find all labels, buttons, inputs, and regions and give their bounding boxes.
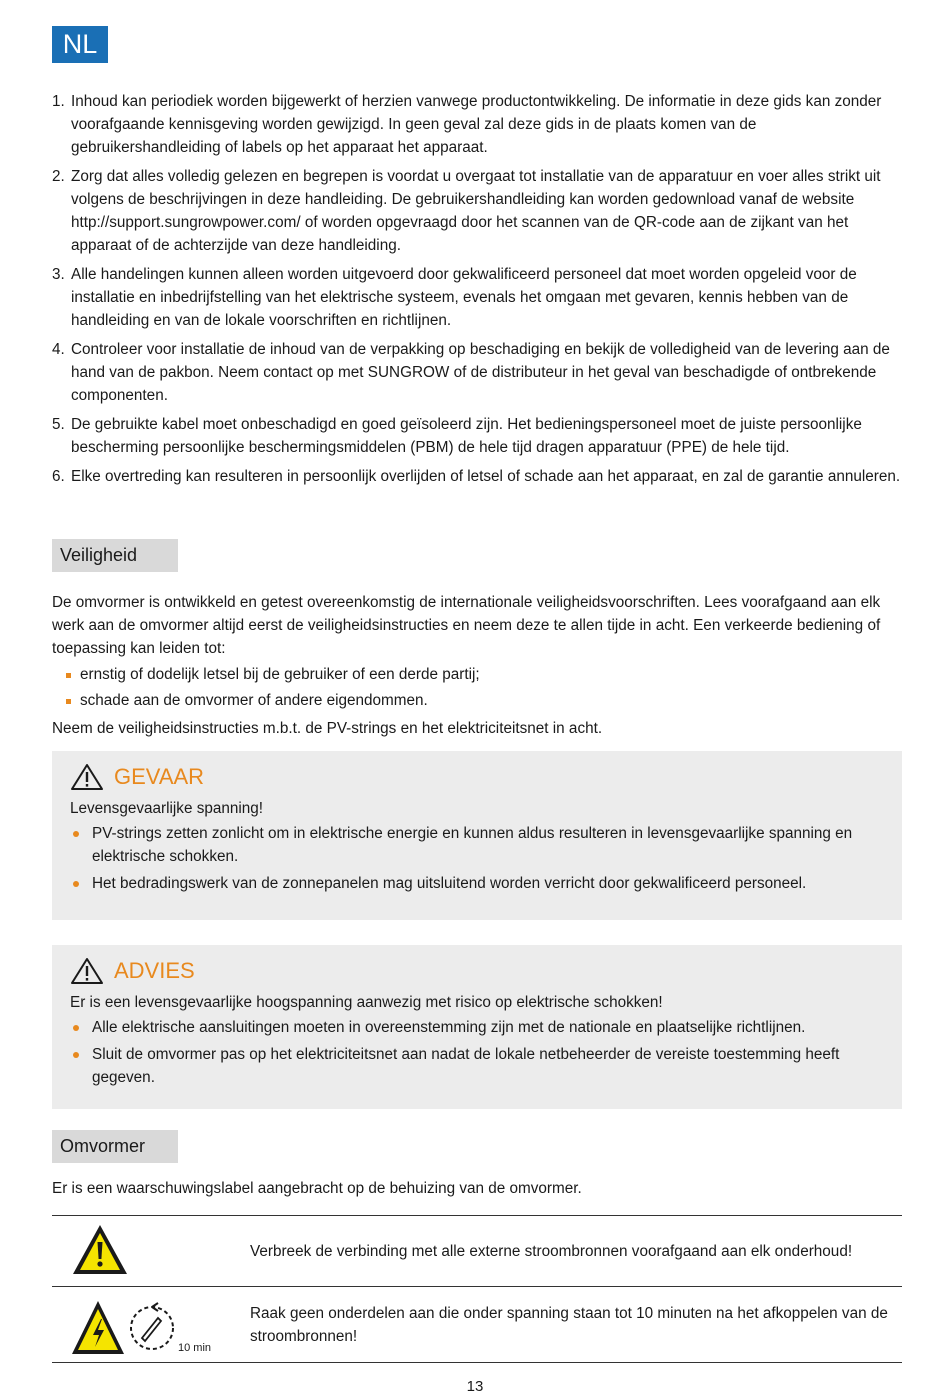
label-symbol xyxy=(52,1290,250,1360)
bullet-text: PV-strings zetten zonlicht om in elektrische energie en kunnen aldus resulteren in levensgevaarlijke spanning en elektrische schokken. xyxy=(92,825,853,865)
warning-triangle-icon xyxy=(70,763,104,791)
danger-notice xyxy=(52,751,902,920)
general-warning-icon xyxy=(70,1222,130,1278)
bullet-text: Sluit de omvormer pas op het elektriciteitsnet aan nadat de lokale netbeheerder de vereiste toestemming heeft gegeven. xyxy=(92,1046,840,1086)
list-item xyxy=(70,822,884,868)
label-text: Raak geen onderdelen aan die onder spanning staan tot 10 minuten na het afkoppelen van de stroombronnen! xyxy=(250,1304,888,1345)
table-row xyxy=(52,1287,902,1363)
language-badge: NL xyxy=(52,26,108,63)
square-bullet-icon xyxy=(66,673,71,678)
notice-title: GEVAAR xyxy=(114,764,205,789)
bullet-dot-icon xyxy=(73,1025,79,1031)
list-item xyxy=(64,662,894,688)
warning-triangle-icon xyxy=(70,957,104,985)
list-item xyxy=(70,872,884,895)
notice-title: ADVIES xyxy=(114,958,195,983)
label-symbol xyxy=(52,1216,250,1286)
inverter-paragraph: Er is een waarschuwingslabel aangebracht op de behuizing van de omvormer. xyxy=(52,1180,582,1197)
notice-intro: Levensgevaarlijke spanning! xyxy=(70,800,264,817)
bullet-text: Het bedradingswerk van de zonnepanelen mag uitsluitend worden verricht door gekwalificeerd personeel. xyxy=(92,875,807,892)
list-item xyxy=(70,1043,884,1089)
list-text: Alle handelingen kunnen alleen worden uitgevoerd door gekwalificeerd personeel dat moet worden opgeleid voor de installatie en inbedrijfstelling van het elektrische systeem, evenals het omgaan met gevaren, kennis hebben van de handleiding en van de lokale voorschriften en richtlijnen. xyxy=(71,266,857,329)
list-item xyxy=(52,90,902,159)
safety-bullets xyxy=(64,662,894,714)
advice-notice xyxy=(52,945,902,1109)
list-item xyxy=(52,465,902,488)
list-text: Inhoud kan periodiek worden bijgewerkt of herzien vanwege productontwikkeling. De informatie in deze gids kan zonder voorafgaande kennisgeving worden gewijzigd. In geen geval zal deze gids in de plaats komen van de gebruikershandleiding of labels op het apparaat het apparaat. xyxy=(71,93,882,156)
bullet-text: Alle elektrische aansluitingen moeten in overeenstemming zijn met de nationale en plaatselijke richtlijnen. xyxy=(92,1019,806,1036)
list-number: 3. xyxy=(52,266,65,283)
list-item xyxy=(52,413,902,459)
list-number: 6. xyxy=(52,468,65,485)
table-row xyxy=(52,1216,902,1287)
bullet-text: schade aan de omvormer of andere eigendommen. xyxy=(80,692,428,709)
high-voltage-icon xyxy=(70,1298,126,1358)
list-item xyxy=(52,165,902,257)
list-item xyxy=(52,338,902,407)
bullet-text: ernstig of dodelijk letsel bij de gebruiker of een derde partij; xyxy=(80,666,480,683)
notice-intro: Er is een levensgevaarlijke hoogspanning aanwezig met risico op elektrische schokken! xyxy=(70,994,663,1011)
timer-icon xyxy=(128,1294,180,1354)
section-heading-inverter: Omvormer xyxy=(52,1130,178,1163)
list-text: Controleer voor installatie de inhoud van de verpakking op beschadiging en bekijk de volledigheid van de levering aan de hand van de pakbon. Neem contact op met SUNGROW of de distributeur in het geval van beschadigde of ontbrekende componenten. xyxy=(71,341,890,404)
safety-paragraph: De omvormer is ontwikkeld en getest overeenkomstig de internationale veiligheidsvoorschriften. Lees voorafgaand aan elk werk aan de omvormer altijd eerst de veiligheidsinstructies en neem deze te allen tijde in acht. Een verkeerde bediening of toepassing kan leiden tot: xyxy=(52,594,881,657)
notice-list xyxy=(70,822,884,895)
list-text: Elke overtreding kan resulteren in persoonlijk overlijden of letsel of schade aan het apparaat, en zal de garantie annuleren. xyxy=(71,468,901,485)
bullet-dot-icon xyxy=(73,1052,79,1058)
list-item xyxy=(64,688,894,714)
list-item xyxy=(52,263,902,332)
list-number: 5. xyxy=(52,416,65,433)
safety-note: Neem de veiligheidsinstructies m.b.t. de PV-strings en het elektriciteitsnet in acht. xyxy=(52,720,603,737)
list-number: 1. xyxy=(52,93,65,110)
section-heading-safety: Veiligheid xyxy=(52,539,178,572)
notice-list xyxy=(70,1016,884,1089)
list-item xyxy=(70,1016,884,1039)
list-number: 2. xyxy=(52,168,65,185)
bullet-dot-icon xyxy=(73,881,79,887)
label-text: Verbreek de verbinding met alle externe stroombronnen voorafgaand aan elk onderhoud! xyxy=(250,1242,853,1260)
list-text: De gebruikte kabel moet onbeschadigd en goed geïsoleerd zijn. Het bedieningspersoneel moet de juiste persoonlijke bescherming persoonlijke beschermingsmiddelen (PBM) de hele tijd dragen apparatuur (PPE) de hele tijd. xyxy=(71,416,862,456)
square-bullet-icon xyxy=(66,699,71,704)
list-number: 4. xyxy=(52,341,65,358)
page-number: 13 xyxy=(466,1378,484,1395)
timer-label: 10 min xyxy=(178,1341,212,1354)
list-text: Zorg dat alles volledig gelezen en begrepen is voordat u overgaat tot installatie van de apparatuur en voer alles strikt uit volgens de beschrijvingen in deze handleiding. De gebruikershandleiding kan worden gedownload vanaf de website http://support.sungrowpower.com/ of worden opgevraagd door het scannen van de QR-code aan de zijkant van het apparaat of de achterzijde van deze handleiding. xyxy=(71,168,881,254)
warning-label-table xyxy=(52,1215,902,1363)
intro-list xyxy=(52,90,902,494)
bullet-dot-icon xyxy=(73,831,79,837)
